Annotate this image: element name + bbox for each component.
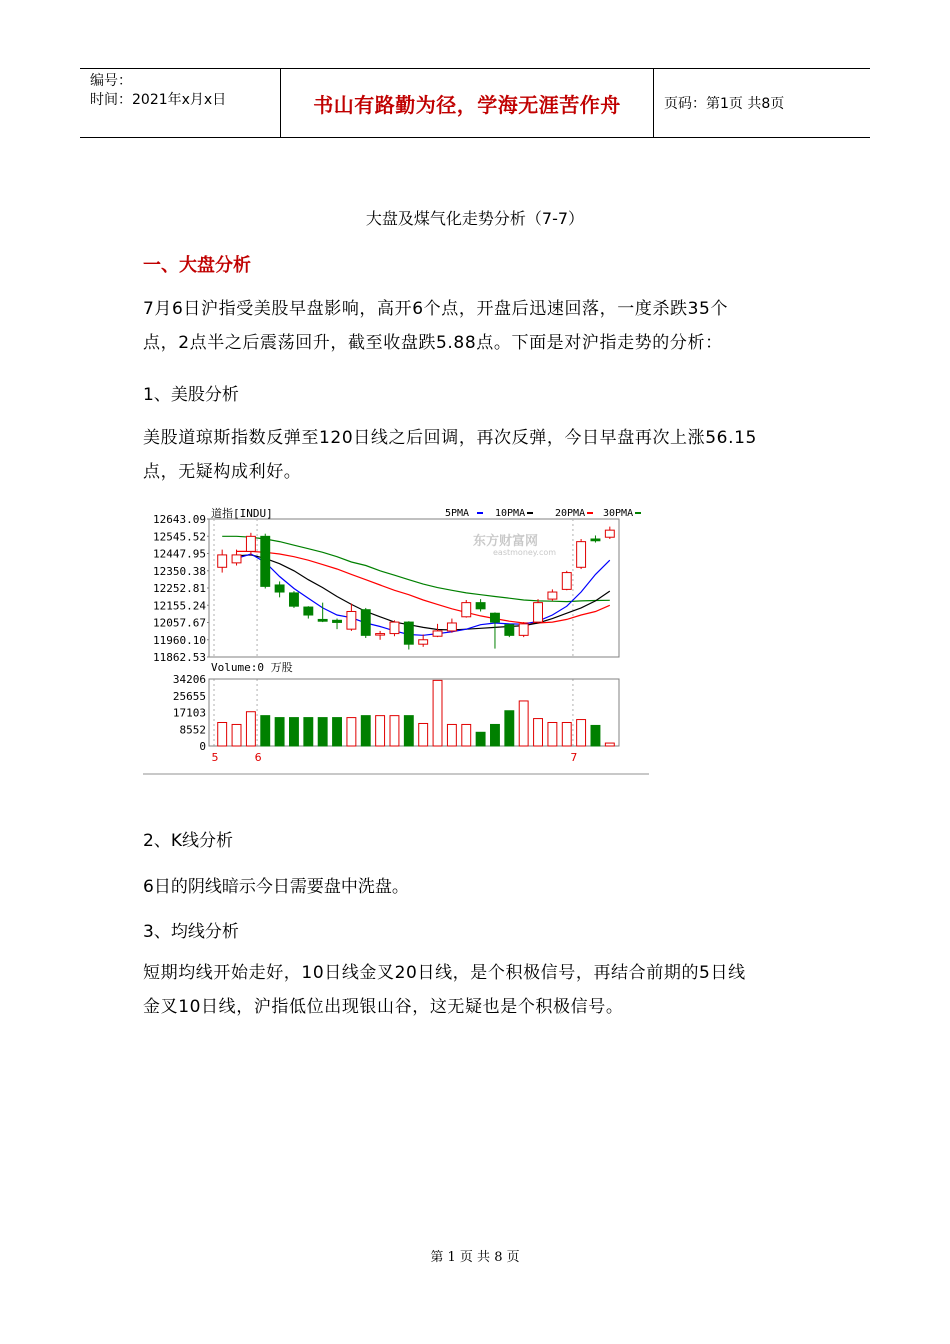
- price-tick-label: 12643.09: [153, 513, 206, 526]
- header-meta-cell: [80, 69, 281, 137]
- paragraph-line: 短期均线开始走好，10日线金叉20日线，是个积极信号，再结合前期的5日线: [143, 963, 746, 983]
- paragraph-line: 7月6日沪指受美股早盘影响，高开6个点，开盘后迅速回落，一度杀跌35个: [143, 299, 729, 319]
- volume-tick-label: 8552: [179, 723, 206, 737]
- volume-bar: [562, 722, 571, 746]
- subheading-us-stocks: 1、美股分析: [143, 385, 239, 405]
- price-tick-label: 12545.52: [153, 530, 206, 544]
- candle-body: [304, 607, 313, 615]
- legend-label: 30PMA: [603, 508, 634, 519]
- volume-tick-label: 34206: [172, 673, 206, 686]
- candle-body: [534, 603, 543, 622]
- volume-bar: [347, 718, 356, 746]
- date-line: 时间：2021年x月x日: [90, 92, 227, 108]
- candle-body: [505, 625, 514, 636]
- volume-bar: [491, 724, 500, 746]
- volume-bar: [376, 716, 385, 746]
- section-heading: 一、大盘分析: [143, 255, 251, 276]
- volume-bar: [275, 718, 284, 746]
- candle-body: [275, 585, 284, 592]
- volume-bar: [519, 701, 528, 746]
- volume-bar: [447, 724, 456, 746]
- paragraph-3: 6日的阴线暗示今日需要盘中洗盘。: [143, 877, 409, 897]
- serial-label: 编号：: [90, 73, 132, 89]
- date-label: 7: [570, 751, 578, 764]
- candle-body: [404, 622, 413, 644]
- candle-body: [419, 640, 428, 644]
- watermark-url: eastmoney.com: [493, 548, 557, 557]
- volume-bar: [246, 712, 255, 746]
- candle-body: [232, 555, 241, 563]
- volume-bar: [534, 719, 543, 746]
- volume-tick-label: 0: [199, 740, 206, 753]
- price-tick-label: 12057.67: [153, 616, 206, 630]
- volume-bar: [591, 725, 600, 746]
- candle-body: [462, 603, 471, 617]
- volume-bar: [333, 718, 342, 746]
- volume-bar: [419, 723, 428, 746]
- paragraph-4: [143, 956, 823, 1024]
- paragraph-line: 金叉10日线，沪指低位出现银山谷，这无疑也是个积极信号。: [143, 997, 624, 1017]
- document-title: 大盘及煤气化走势分析（7-7）: [365, 209, 585, 228]
- candle-body: [376, 634, 385, 636]
- candle-body: [491, 613, 500, 622]
- volume-plot-frame: [209, 679, 619, 746]
- paragraph-1: [143, 292, 823, 360]
- candle-body: [433, 631, 442, 636]
- volume-bar: [390, 716, 399, 746]
- volume-bar: [433, 680, 442, 746]
- candle-body: [605, 530, 614, 537]
- price-tick-label: 11862.53: [153, 651, 206, 664]
- candle-body: [347, 611, 356, 629]
- candle-body: [318, 619, 327, 621]
- volume-label: Volume:0 万股: [211, 661, 293, 674]
- legend-label: 10PMA: [495, 508, 526, 519]
- candle-body: [447, 623, 456, 631]
- candle-body: [577, 542, 586, 568]
- volume-bar: [404, 716, 413, 746]
- volume-bar: [290, 718, 299, 746]
- watermark-text: 东方财富网: [473, 534, 539, 549]
- candle-body: [476, 603, 485, 609]
- volume-bar: [232, 724, 241, 746]
- volume-bar: [261, 716, 270, 746]
- price-tick-label: 11960.10: [153, 633, 206, 647]
- legend-label: 20PMA: [555, 508, 586, 519]
- paragraph-line: 美股道琼斯指数反弹至120日线之后回调，再次反弹，今日早盘再次上涨56.15: [143, 428, 757, 448]
- page-info-cell: [654, 69, 870, 137]
- volume-bar: [361, 716, 370, 746]
- volume-bar: [318, 718, 327, 746]
- volume-bar: [577, 720, 586, 746]
- dow-jones-chart: [143, 505, 649, 775]
- price-tick-label: 12350.38: [153, 564, 206, 578]
- subheading-kline: 2、K线分析: [143, 831, 233, 851]
- volume-bar: [505, 711, 514, 746]
- candle-body: [591, 539, 600, 541]
- motto-cell: [281, 69, 654, 137]
- volume-bar: [476, 732, 485, 746]
- chart-title: 道指[INDU]: [211, 507, 273, 520]
- price-tick-label: 12252.81: [153, 582, 206, 595]
- candle-body: [333, 620, 342, 622]
- candle-body: [548, 592, 557, 599]
- paragraph-line: 点，无疑构成利好。: [143, 462, 302, 482]
- volume-bar: [605, 743, 614, 746]
- page-info: 页码：第1页 共8页: [664, 96, 785, 112]
- candle-body: [361, 610, 370, 636]
- motto-text: 书山有路勤为径，学海无涯苦作舟: [313, 92, 621, 117]
- page-footer: 第 1 页 共 8 页: [430, 1250, 520, 1265]
- candle-body: [218, 555, 227, 567]
- volume-tick-label: 17103: [172, 706, 206, 720]
- candle-body: [519, 624, 528, 635]
- price-tick-label: 12155.24: [153, 599, 206, 613]
- volume-bar: [218, 722, 227, 746]
- volume-tick-label: 25655: [172, 689, 206, 703]
- date-label: 6: [254, 751, 262, 764]
- chart-canvas: [143, 505, 649, 773]
- candle-body: [246, 536, 255, 551]
- volume-bar: [304, 718, 313, 746]
- volume-bar: [462, 724, 471, 746]
- paragraph-line: 点，2点半之后震荡回升，截至收盘跌5.88点。下面是对沪指走势的分析：: [143, 333, 723, 353]
- candle-body: [290, 593, 299, 606]
- subheading-ma: 3、均线分析: [143, 922, 239, 942]
- price-tick-label: 12447.95: [153, 547, 206, 561]
- date-label: 5: [211, 751, 219, 764]
- paragraph-2: [143, 421, 823, 489]
- candle-body: [562, 573, 571, 590]
- candle-body: [261, 536, 270, 586]
- document-header: [80, 68, 870, 138]
- candle-body: [390, 622, 399, 633]
- legend-label: 5PMA: [445, 508, 470, 519]
- volume-bar: [548, 722, 557, 746]
